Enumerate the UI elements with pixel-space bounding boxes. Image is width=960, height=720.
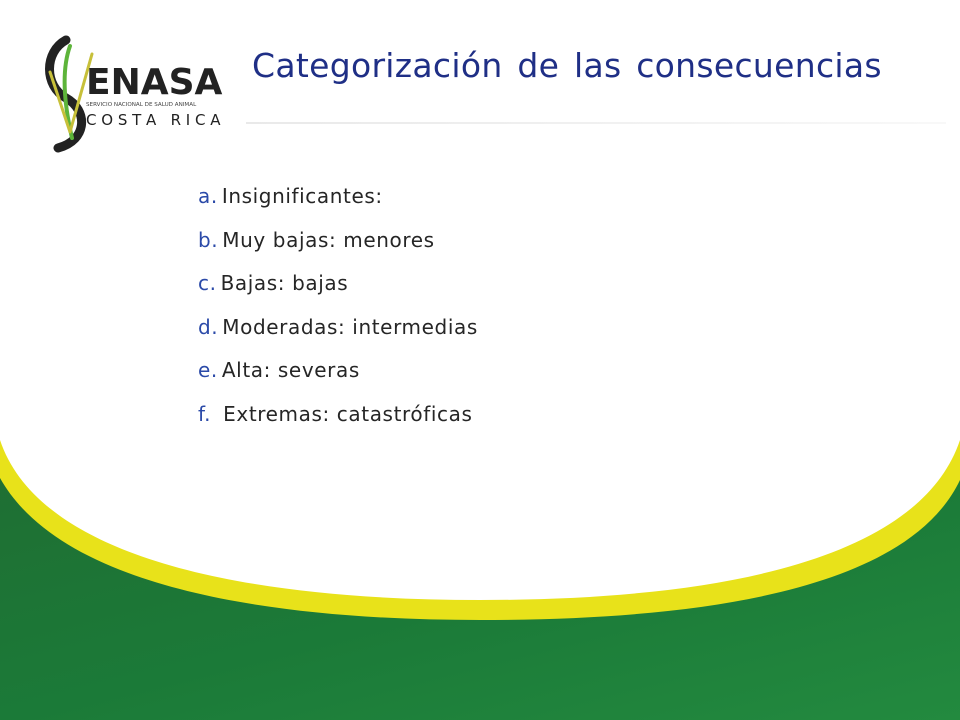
list-marker: d. <box>198 314 219 339</box>
logo-country: C O S T A R I C A <box>86 111 221 129</box>
list-text: Insignificantes: <box>221 184 383 208</box>
logo-name: ENASA <box>86 62 223 103</box>
list-text: Extremas: catastróficas <box>223 401 473 426</box>
logo-subtitle: SERVICIO NACIONAL DE SALUD ANIMAL <box>86 102 197 108</box>
list-item <box>198 271 478 315</box>
list-marker: b. <box>198 227 219 252</box>
list-marker: e. <box>198 358 218 382</box>
list-text: Moderadas: intermedias <box>222 314 478 339</box>
list-item <box>198 402 478 446</box>
list-text: Bajas: bajas <box>220 271 349 295</box>
list-item <box>198 315 478 359</box>
list-item <box>198 184 478 228</box>
list-marker: a. <box>198 184 218 208</box>
senasa-logo-icon <box>36 28 246 153</box>
list-text: Muy bajas: menores <box>222 227 435 252</box>
list-marker: f. <box>198 401 212 426</box>
title-divider <box>246 122 946 124</box>
list-text: Alta: severas <box>221 358 360 382</box>
list-item <box>198 358 478 402</box>
list-item <box>198 228 478 272</box>
green-band <box>0 478 960 720</box>
slide-title: Categorización de las consecuencias <box>252 46 882 85</box>
consequence-list <box>198 184 478 445</box>
list-marker: c. <box>198 271 217 295</box>
